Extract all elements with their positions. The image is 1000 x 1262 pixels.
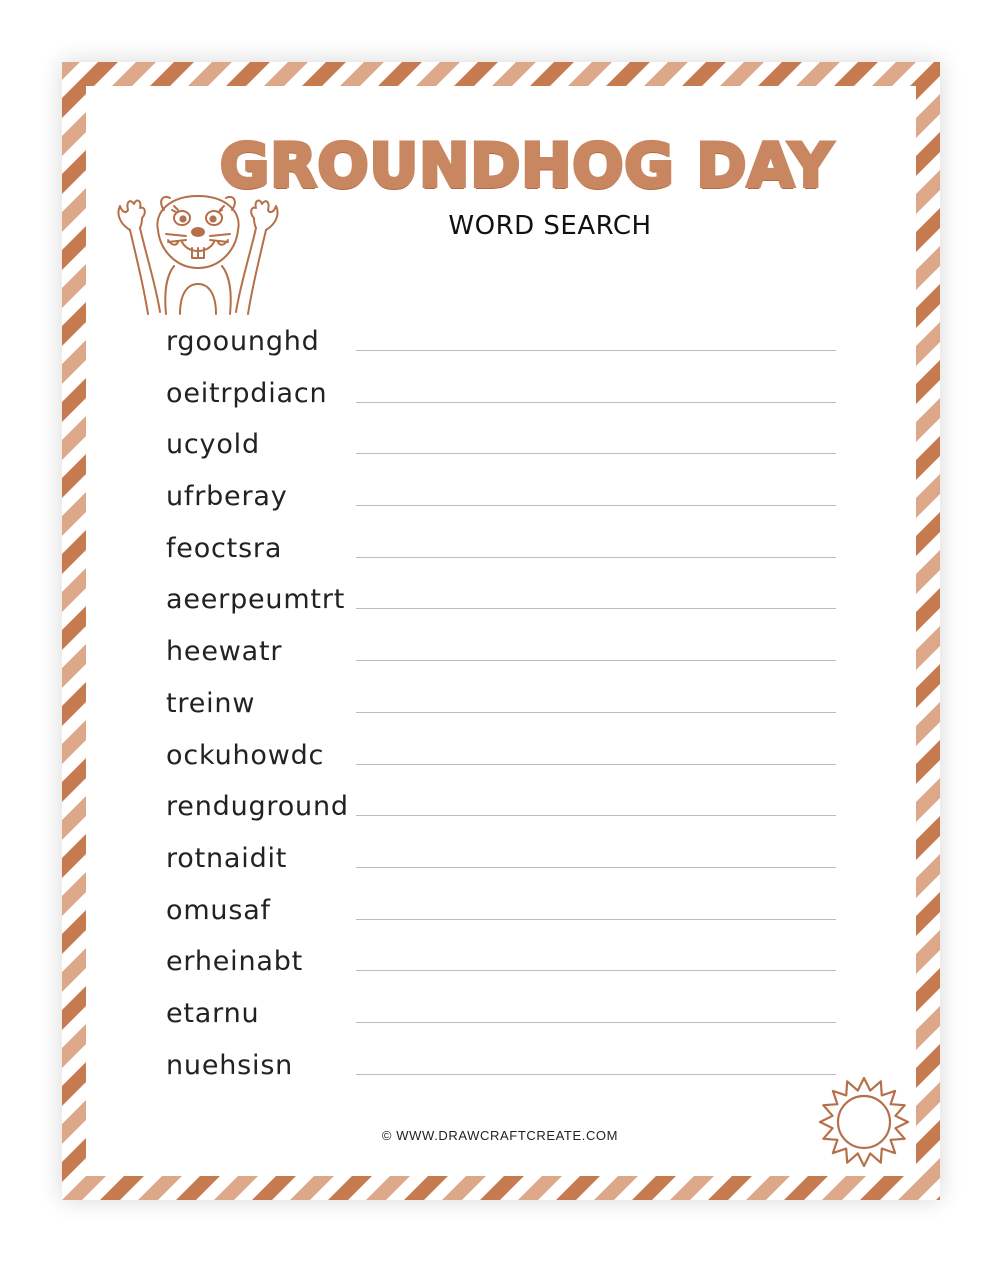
word-row xyxy=(166,576,836,628)
answer-line[interactable] xyxy=(356,1022,836,1023)
word-row xyxy=(166,473,836,525)
answer-line[interactable] xyxy=(356,608,836,609)
word-row xyxy=(166,421,836,473)
answer-line[interactable] xyxy=(356,919,836,920)
word-row xyxy=(166,887,836,939)
scrambled-word: etarnu xyxy=(166,997,260,1029)
answer-line[interactable] xyxy=(356,453,836,454)
scrambled-word: renduground xyxy=(166,791,349,823)
scrambled-word: aeerpeumtrt xyxy=(166,584,346,616)
scrambled-word: ufrberay xyxy=(166,481,288,513)
answer-line[interactable] xyxy=(356,867,836,868)
word-row xyxy=(166,938,836,990)
answer-line[interactable] xyxy=(356,1074,836,1075)
answer-line[interactable] xyxy=(356,350,836,351)
word-row xyxy=(166,732,836,784)
answer-line[interactable] xyxy=(356,764,836,765)
answer-line[interactable] xyxy=(356,557,836,558)
word-row xyxy=(166,835,836,887)
answer-line[interactable] xyxy=(356,815,836,816)
scrambled-word: ockuhowdc xyxy=(166,739,325,771)
word-row xyxy=(166,525,836,577)
copyright-footer: © WWW.DRAWCRAFTCREATE.COM xyxy=(381,1128,619,1143)
scrambled-word: nuehsisn xyxy=(166,1049,294,1081)
answer-line[interactable] xyxy=(356,712,836,713)
scrambled-word: erheinabt xyxy=(166,946,304,978)
word-list xyxy=(166,318,836,1093)
sun-icon xyxy=(814,1074,914,1179)
word-row xyxy=(166,318,836,370)
answer-line[interactable] xyxy=(356,660,836,661)
answer-line[interactable] xyxy=(356,402,836,403)
scrambled-word: omusaf xyxy=(166,894,271,926)
scrambled-word: ucyold xyxy=(166,429,260,461)
scrambled-word: rotnaidit xyxy=(166,842,288,874)
scrambled-word: rgoounghd xyxy=(166,326,320,357)
answer-line[interactable] xyxy=(356,505,836,506)
word-row xyxy=(166,680,836,732)
word-row xyxy=(166,628,836,680)
scrambled-word: heewatr xyxy=(166,636,283,668)
answer-line[interactable] xyxy=(356,970,836,971)
groundhog-waving-icon xyxy=(108,184,288,324)
word-row xyxy=(166,783,836,835)
page-subtitle: WORD SEARCH xyxy=(448,211,652,241)
scrambled-word: feoctsra xyxy=(166,532,283,564)
word-row xyxy=(166,1042,836,1094)
word-row xyxy=(166,370,836,422)
scrambled-word: oeitrpdiacn xyxy=(166,377,328,409)
scrambled-word: treinw xyxy=(166,687,256,719)
word-row xyxy=(166,990,836,1042)
page-title: GROUNDHOG DAY xyxy=(220,131,834,201)
